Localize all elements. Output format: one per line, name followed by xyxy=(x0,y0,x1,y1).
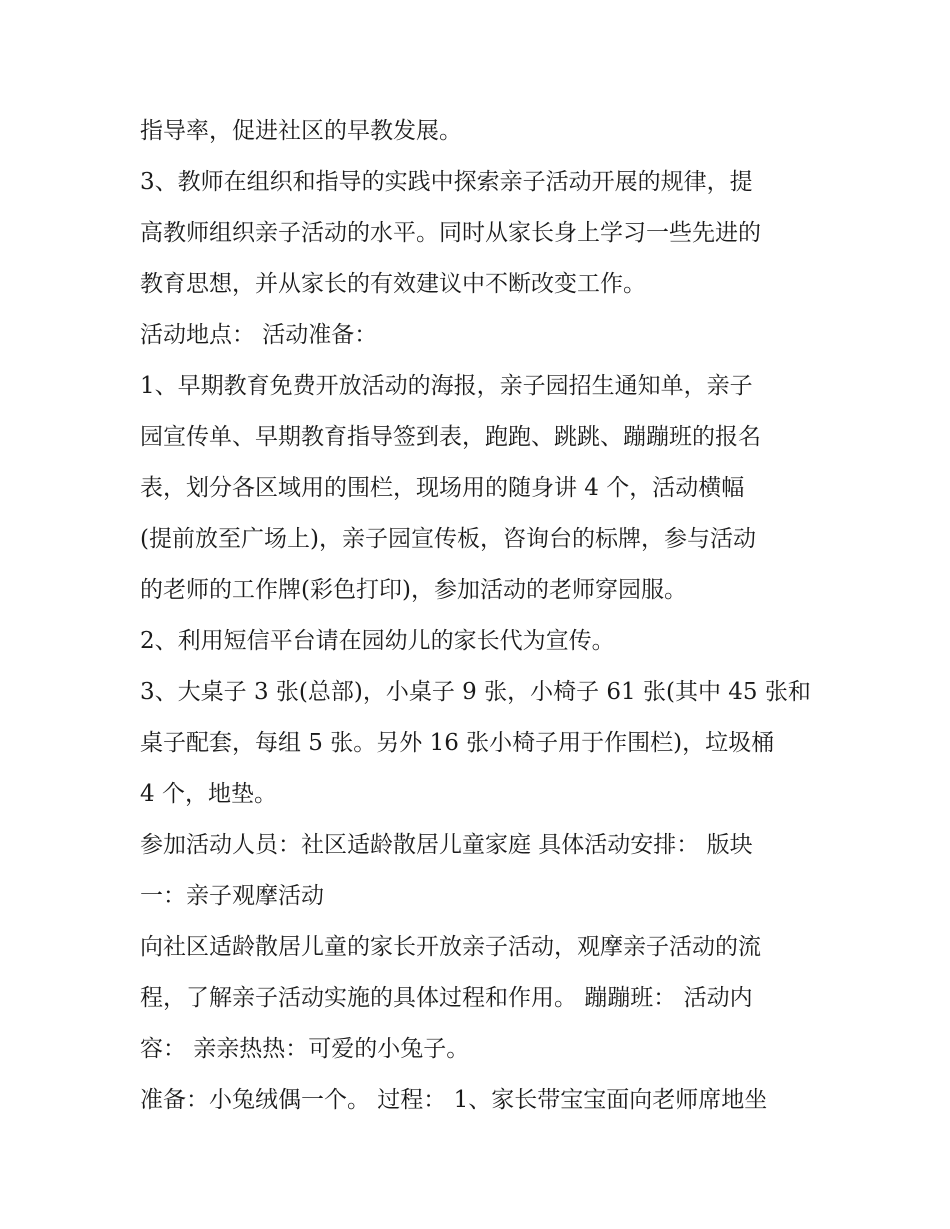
text-line: 程，了解亲子活动实施的具体过程和作用。 蹦蹦班： 活动内 xyxy=(140,985,753,1011)
text-line: 教育思想，并从家长的有效建议中不断改变工作。 xyxy=(140,271,646,297)
text-line: 向社区适龄散居儿童的家长开放亲子活动，观摩亲子活动的流 xyxy=(140,934,761,960)
text-line: 指导率，促进社区的早教发展。 xyxy=(140,118,462,144)
text-line: 1、早期教育免费开放活动的海报，亲子园招生通知单，亲子 xyxy=(140,373,753,399)
text-line: 4 个，地垫。 xyxy=(140,781,277,807)
text-line: 园宣传单、早期教育指导签到表，跑跑、跳跳、蹦蹦班的报名 xyxy=(140,424,761,450)
document-body xyxy=(140,106,820,1126)
text-line: 高教师组织亲子活动的水平。同时从家长身上学习一些先进的 xyxy=(140,220,761,246)
text-line: 3、大桌子 3 张(总部)，小桌子 9 张，小椅子 61 张(其中 45 张和 xyxy=(140,679,811,705)
text-line: 3、教师在组织和指导的实践中探索亲子活动开展的规律，提 xyxy=(140,169,753,195)
text-line: 准备：小兔绒偶一个。 过程： 1、家长带宝宝面向老师席地坐 xyxy=(140,1087,768,1113)
text-line: 参加活动人员：社区适龄散居儿童家庭 具体活动安排： 版块 xyxy=(140,832,753,858)
text-line: 活动地点： 活动准备： xyxy=(140,322,378,348)
text-line: 2、利用短信平台请在园幼儿的家长代为宣传。 xyxy=(140,628,615,654)
text-line: (提前放至广场上)，亲子园宣传板，咨询台的标牌，参与活动 xyxy=(140,526,756,552)
text-line: 桌子配套，每组 5 张。另外 16 张小椅子用于作围栏)，垃圾桶 xyxy=(140,730,775,756)
text-line: 的老师的工作牌(彩色打印)，参加活动的老师穿园服。 xyxy=(140,577,687,603)
text-line: 一：亲子观摩活动 xyxy=(140,883,324,909)
text-line: 表，划分各区域用的围栏，现场用的随身讲 4 个，活动横幅 xyxy=(140,475,745,501)
text-line: 容： 亲亲热热：可爱的小兔子。 xyxy=(140,1036,470,1062)
